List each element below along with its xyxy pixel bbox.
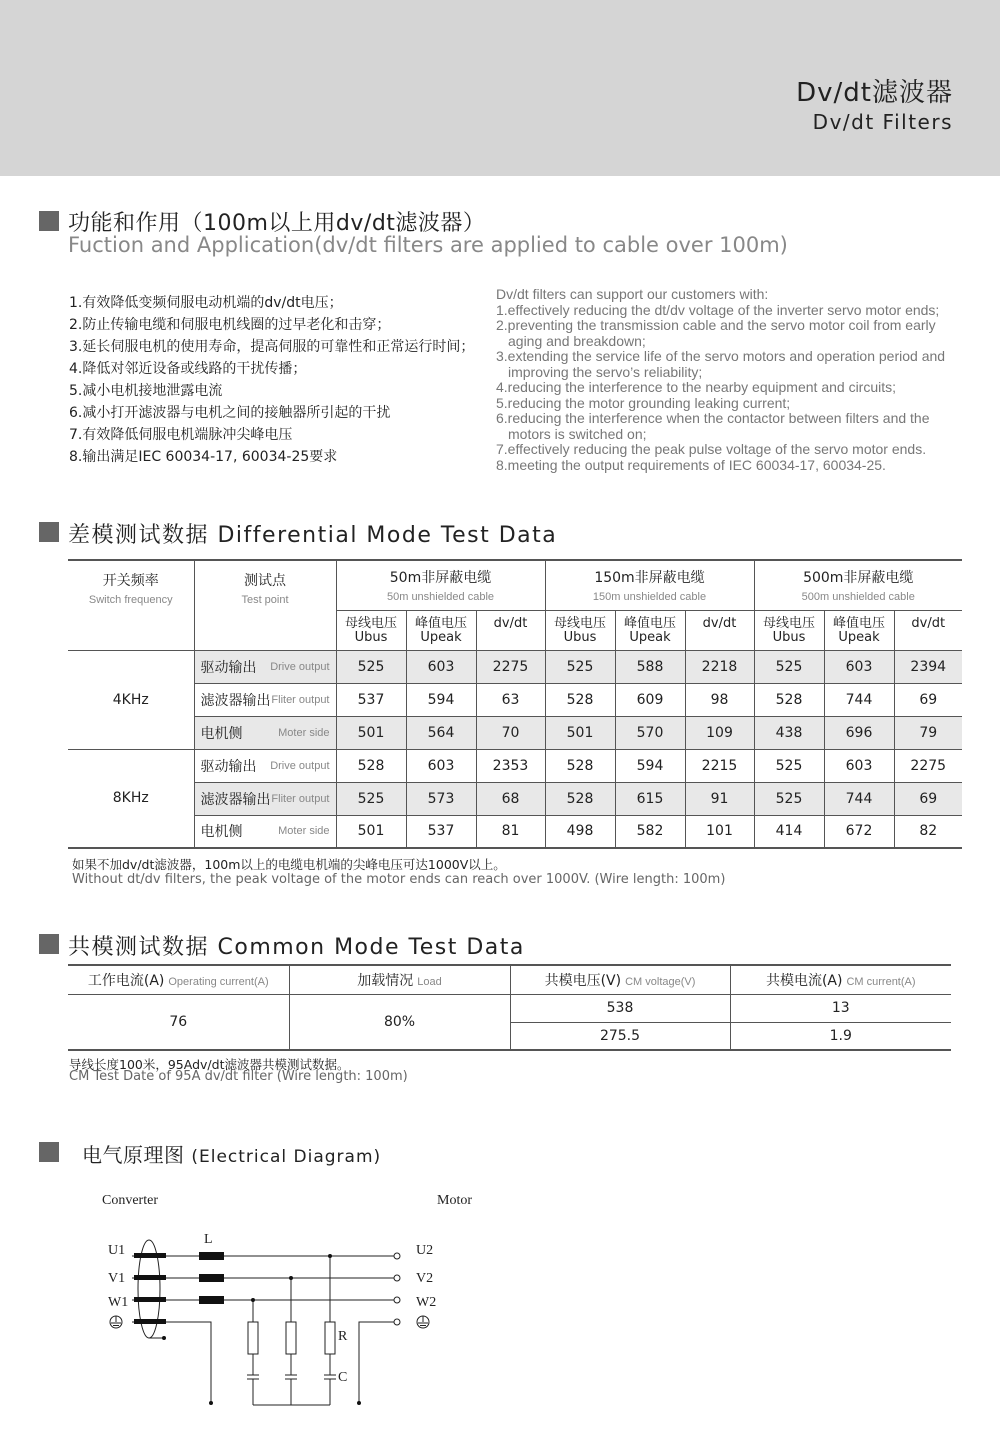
value-cell: 528 — [545, 749, 615, 782]
output-label-v2: V2 — [416, 1271, 434, 1286]
function-section-title: 功能和作用（100m以上用dv/dt滤波器） — [68, 211, 486, 236]
list-item: 2.防止传输电缆和伺服电机线圈的过早老化和击穿； — [69, 317, 391, 333]
list-item-continuation: motors is switched on; — [508, 425, 647, 442]
value-cell: 528 — [545, 683, 615, 716]
test-point-cn: 电机侧 — [200, 824, 243, 841]
function-list-cn — [69, 292, 474, 468]
test-point-cell — [194, 815, 336, 848]
test-point-cn: 驱动输出 — [200, 758, 257, 775]
list-item: 1.effectively reducing the dt/dv voltage of the inverter servo motor ends; — [496, 301, 940, 318]
switch-frequency-cell: 8KHz — [68, 749, 194, 848]
value-cell: 79 — [894, 716, 962, 749]
value-cell: 744 — [824, 683, 894, 716]
value-cell: 2215 — [685, 749, 754, 782]
header-test-point: 测试点 Test point — [194, 560, 336, 650]
header-ubus: 母线电压 Ubus — [545, 610, 615, 650]
value-cell: 68 — [476, 782, 545, 815]
differential-note-cn: 如果不加dv/dt滤波器，100m以上的电缆电机端的尖峰电压可达1000V以上。 — [72, 857, 506, 872]
header-cable-500m: 500m非屏蔽电缆 500m unshielded cable — [754, 560, 962, 610]
operating-current-value: 76 — [68, 994, 289, 1050]
header-cable-150m: 150m非屏蔽电缆 150m unshielded cable — [545, 560, 754, 610]
value-cell: 588 — [615, 650, 685, 683]
inductor-label: L — [204, 1232, 213, 1247]
header-switch-frequency: 开关频率 Switch frequency — [68, 560, 194, 650]
capacitor-icon — [285, 1375, 297, 1379]
list-item: 6.减小打开滤波器与电机之间的接触器所引起的干扰 — [69, 405, 391, 421]
value-cell: 70 — [476, 716, 545, 749]
test-point-cn: 滤波器输出 — [200, 692, 271, 709]
switch-frequency-cell: 4KHz — [68, 650, 194, 749]
value-cell: 109 — [685, 716, 754, 749]
value-cell: 537 — [336, 683, 406, 716]
value-cell: 2394 — [894, 650, 962, 683]
differential-mode-table — [68, 559, 962, 849]
value-cell: 570 — [615, 716, 685, 749]
value-cell: 69 — [894, 683, 962, 716]
test-point-en: Drive output — [270, 759, 330, 772]
differential-note-en: Without dt/dv filters, the peak voltage of the motor ends can reach over 1000V. (Wire length: 100m) — [72, 872, 726, 887]
header-dvdt: dv/dt — [476, 610, 545, 650]
table-row — [68, 650, 962, 683]
converter-label: Converter — [102, 1193, 158, 1208]
value-cell: 501 — [336, 716, 406, 749]
list-item: 8.输出满足IEC 60034-17, 60034-25要求 — [69, 449, 338, 465]
terminal-ground — [394, 1319, 400, 1325]
list-item-continuation: improving the servo’s reliability; — [508, 363, 703, 380]
value-cell: 501 — [336, 815, 406, 848]
resistor-label: R — [338, 1329, 348, 1344]
common-section-title: 共模测试数据 Common Mode Test Data — [68, 935, 525, 960]
cm-current-value: 13 — [730, 994, 951, 1022]
inductor-icon — [199, 1252, 224, 1260]
value-cell: 528 — [545, 782, 615, 815]
value-cell: 744 — [824, 782, 894, 815]
inductor-icon — [199, 1296, 224, 1304]
header-upeak: 峰值电压 Upeak — [615, 610, 685, 650]
cm-voltage-value: 538 — [510, 994, 730, 1022]
section-bullet-icon — [39, 522, 59, 542]
ground-icon — [417, 1316, 429, 1328]
function-list-en — [496, 287, 945, 473]
page-subtitle: Dv/dt Filters — [812, 110, 953, 134]
page-title: Dv/dt滤波器 — [796, 78, 953, 108]
value-cell: 573 — [406, 782, 476, 815]
resistor-icon — [248, 1322, 258, 1354]
resistor-icon — [286, 1322, 296, 1354]
inductor-icon — [199, 1274, 224, 1282]
header-operating-current: 工作电流(A) Operating current(A) — [68, 965, 289, 994]
header-ubus: 母线电压 Ubus — [754, 610, 824, 650]
test-point-cn: 驱动输出 — [200, 659, 257, 676]
header-cable-50m: 50m非屏蔽电缆 50m unshielded cable — [336, 560, 545, 610]
list-item: 3.extending the service life of the servo motors and operation period and — [496, 348, 946, 364]
header-cm-current: 共模电流(A) CM current(A) — [730, 965, 951, 994]
value-cell: 615 — [615, 782, 685, 815]
value-cell: 2275 — [476, 650, 545, 683]
value-cell: 594 — [406, 683, 476, 716]
header-ubus: 母线电压 Ubus — [336, 610, 406, 650]
list-item: 4.降低对邻近设备或线路的干扰传播； — [69, 361, 307, 377]
value-cell: 603 — [824, 650, 894, 683]
load-value: 80% — [289, 994, 510, 1050]
list-item: 2.preventing the transmission cable and the servo motor coil from early — [496, 317, 936, 333]
value-cell: 501 — [545, 716, 615, 749]
header-dvdt: dv/dt — [685, 610, 754, 650]
table-row — [68, 683, 962, 716]
input-label-w1: W1 — [108, 1295, 129, 1310]
test-point-cell — [194, 782, 336, 815]
value-cell: 528 — [754, 683, 824, 716]
header-dvdt: dv/dt — [894, 610, 962, 650]
value-cell: 537 — [406, 815, 476, 848]
value-cell: 528 — [336, 749, 406, 782]
value-cell: 69 — [894, 782, 962, 815]
terminal-v2 — [394, 1275, 400, 1281]
table-row — [68, 749, 962, 782]
value-cell: 101 — [685, 815, 754, 848]
table-row — [68, 782, 962, 815]
header-load: 加载情况 Load — [289, 965, 510, 994]
ground-icon — [110, 1316, 122, 1328]
test-point-cell — [194, 716, 336, 749]
ground-line-in — [132, 1322, 211, 1403]
value-cell: 525 — [336, 782, 406, 815]
test-point-cell — [194, 650, 336, 683]
common-note-en: CM Test Date of 95A dv/dt filter (Wire length: 100m) — [69, 1069, 408, 1084]
test-point-en: Moter side — [278, 726, 330, 739]
value-cell: 498 — [545, 815, 615, 848]
header-upeak: 峰值电压 Upeak — [406, 610, 476, 650]
list-item: 6.reducing the interference when the contactor between filters and the — [496, 410, 930, 426]
value-cell: 525 — [754, 782, 824, 815]
output-label-u2: U2 — [416, 1243, 434, 1258]
common-note-cn: 导线长度100米，95Adv/dt滤波器共模测试数据。 — [69, 1057, 350, 1072]
table-row — [68, 815, 962, 848]
table-row — [68, 716, 962, 749]
value-cell: 525 — [754, 749, 824, 782]
cm-voltage-value: 275.5 — [510, 1022, 730, 1050]
value-cell: 603 — [824, 749, 894, 782]
motor-label: Motor — [437, 1193, 472, 1208]
value-cell: 63 — [476, 683, 545, 716]
capacitor-icon — [324, 1375, 336, 1379]
value-cell: 81 — [476, 815, 545, 848]
electrical-diagram — [90, 1180, 510, 1420]
differential-section-title: 差模测试数据 Differential Mode Test Data — [68, 523, 558, 548]
value-cell: 414 — [754, 815, 824, 848]
value-cell: 582 — [615, 815, 685, 848]
header-upeak: 峰值电压 Upeak — [824, 610, 894, 650]
cm-current-value: 1.9 — [730, 1022, 951, 1050]
value-cell: 2218 — [685, 650, 754, 683]
list-item-continuation: aging and breakdown; — [508, 332, 646, 349]
list-item: 7.effectively reducing the peak pulse voltage of the servo motor ends. — [496, 441, 927, 457]
test-point-en: Fliter output — [271, 693, 330, 706]
header-cm-voltage: 共模电压(V) CM voltage(V) — [510, 965, 730, 994]
value-cell: 438 — [754, 716, 824, 749]
terminal-w2 — [394, 1297, 400, 1303]
test-point-en: Moter side — [278, 825, 330, 838]
list-item: 8.meeting the output requirements of IEC 60034-17, 60034-25. — [496, 456, 886, 473]
ground-line-out — [359, 1322, 394, 1403]
output-label-w2: W2 — [416, 1295, 437, 1310]
capacitor-icon — [247, 1375, 259, 1379]
test-point-cn: 电机侧 — [200, 725, 243, 742]
value-cell: 609 — [615, 683, 685, 716]
section-bullet-icon — [39, 1142, 59, 1162]
header-banner — [0, 0, 1000, 176]
value-cell: 2275 — [894, 749, 962, 782]
test-point-en: Drive output — [270, 660, 330, 673]
test-point-cn: 滤波器输出 — [200, 791, 271, 808]
value-cell: 696 — [824, 716, 894, 749]
function-section-subtitle: Fuction and Application(dv/dt filters are applied to cable over 100m) — [68, 233, 788, 257]
value-cell: 603 — [406, 749, 476, 782]
value-cell: 82 — [894, 815, 962, 848]
section-bullet-icon — [39, 934, 59, 954]
section-bullet-icon — [39, 211, 59, 231]
list-item: 1.有效降低变频伺服电动机端的dv/dt电压； — [69, 295, 343, 311]
value-cell: 98 — [685, 683, 754, 716]
common-mode-table — [68, 964, 951, 1051]
table-row — [68, 994, 951, 1022]
list-item: 7.有效降低伺服电机端脉冲尖峰电压 — [69, 427, 293, 443]
input-label-v1: V1 — [108, 1271, 126, 1286]
terminal-u2 — [394, 1253, 400, 1259]
value-cell: 564 — [406, 716, 476, 749]
resistor-icon — [325, 1322, 335, 1354]
capacitor-label: C — [338, 1370, 348, 1385]
list-item: 3.延长伺服电机的使用寿命，提高伺服的可靠性和正常运行时间； — [69, 339, 475, 355]
list-item: 5.reducing the motor grounding leaking current; — [496, 394, 791, 411]
value-cell: 672 — [824, 815, 894, 848]
diagram-section-title: 电气原理图 (Electrical Diagram) — [82, 1143, 382, 1167]
value-cell: 525 — [336, 650, 406, 683]
test-point-cell — [194, 683, 336, 716]
test-point-cell — [194, 749, 336, 782]
value-cell: 603 — [406, 650, 476, 683]
value-cell: 525 — [754, 650, 824, 683]
input-label-u1: U1 — [108, 1243, 126, 1258]
value-cell: 594 — [615, 749, 685, 782]
test-point-en: Fliter output — [271, 792, 330, 805]
value-cell: 2353 — [476, 749, 545, 782]
list-item: 5.减小电机接地泄露电流 — [69, 383, 223, 399]
value-cell: 525 — [545, 650, 615, 683]
value-cell: 91 — [685, 782, 754, 815]
list-intro: Dv/dt filters can support our customers with: — [496, 286, 769, 302]
list-item: 4.reducing the interference to the nearby equipment and circuits; — [496, 379, 897, 395]
